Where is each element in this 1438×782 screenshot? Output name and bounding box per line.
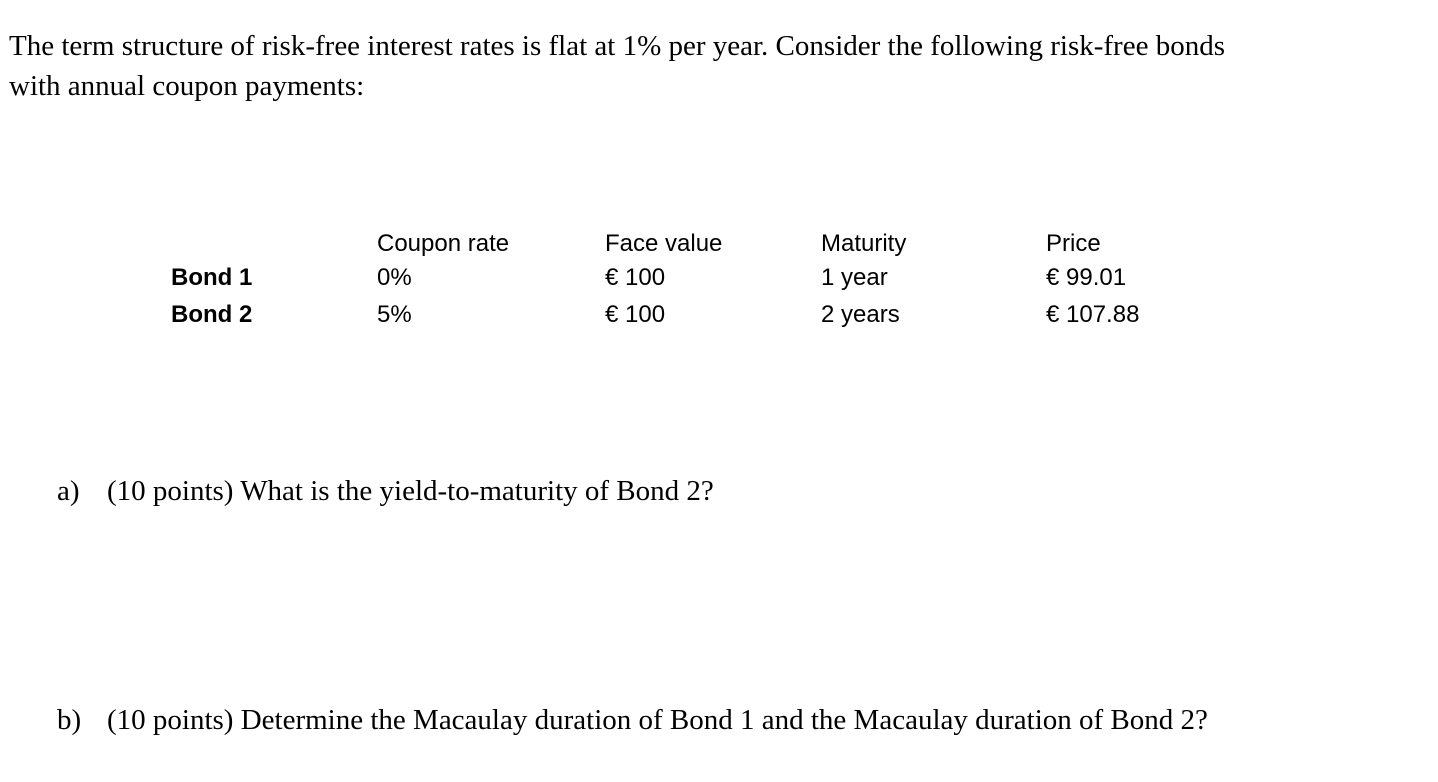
question-a xyxy=(57,473,1357,509)
bond-1-maturity: 1 year xyxy=(821,264,888,291)
question-a-letter: a) xyxy=(57,475,80,507)
question-b-letter: b) xyxy=(57,704,82,736)
intro-line-1: The term structure of risk-free interest rates is flat at 1% per year. Consider the following risk-free bonds xyxy=(9,30,1225,62)
bond-1-price: € 99.01 xyxy=(1046,264,1127,291)
bond-1-face-value: € 100 xyxy=(605,264,666,291)
question-b xyxy=(57,702,1397,738)
intro-line-2: with annual coupon payments: xyxy=(9,70,365,102)
question-b-text: (10 points) Determine the Macaulay duration of Bond 1 and the Macaulay duration of Bond 2? xyxy=(107,704,1208,736)
header-price: Price xyxy=(1046,230,1101,257)
header-face-value: Face value xyxy=(605,230,723,257)
bond-2-face-value: € 100 xyxy=(605,301,666,328)
bond-1-coupon-rate: 0% xyxy=(377,264,412,291)
header-coupon-rate: Coupon rate xyxy=(377,230,510,257)
row-label-bond-2: Bond 2 xyxy=(171,301,253,328)
question-a-text: (10 points) What is the yield-to-maturity of Bond 2? xyxy=(107,475,714,507)
bond-2-coupon-rate: 5% xyxy=(377,301,412,328)
bond-2-maturity: 2 years xyxy=(821,301,900,328)
header-maturity: Maturity xyxy=(821,230,907,257)
bond-2-price: € 107.88 xyxy=(1046,301,1140,328)
row-label-bond-1: Bond 1 xyxy=(171,264,253,291)
